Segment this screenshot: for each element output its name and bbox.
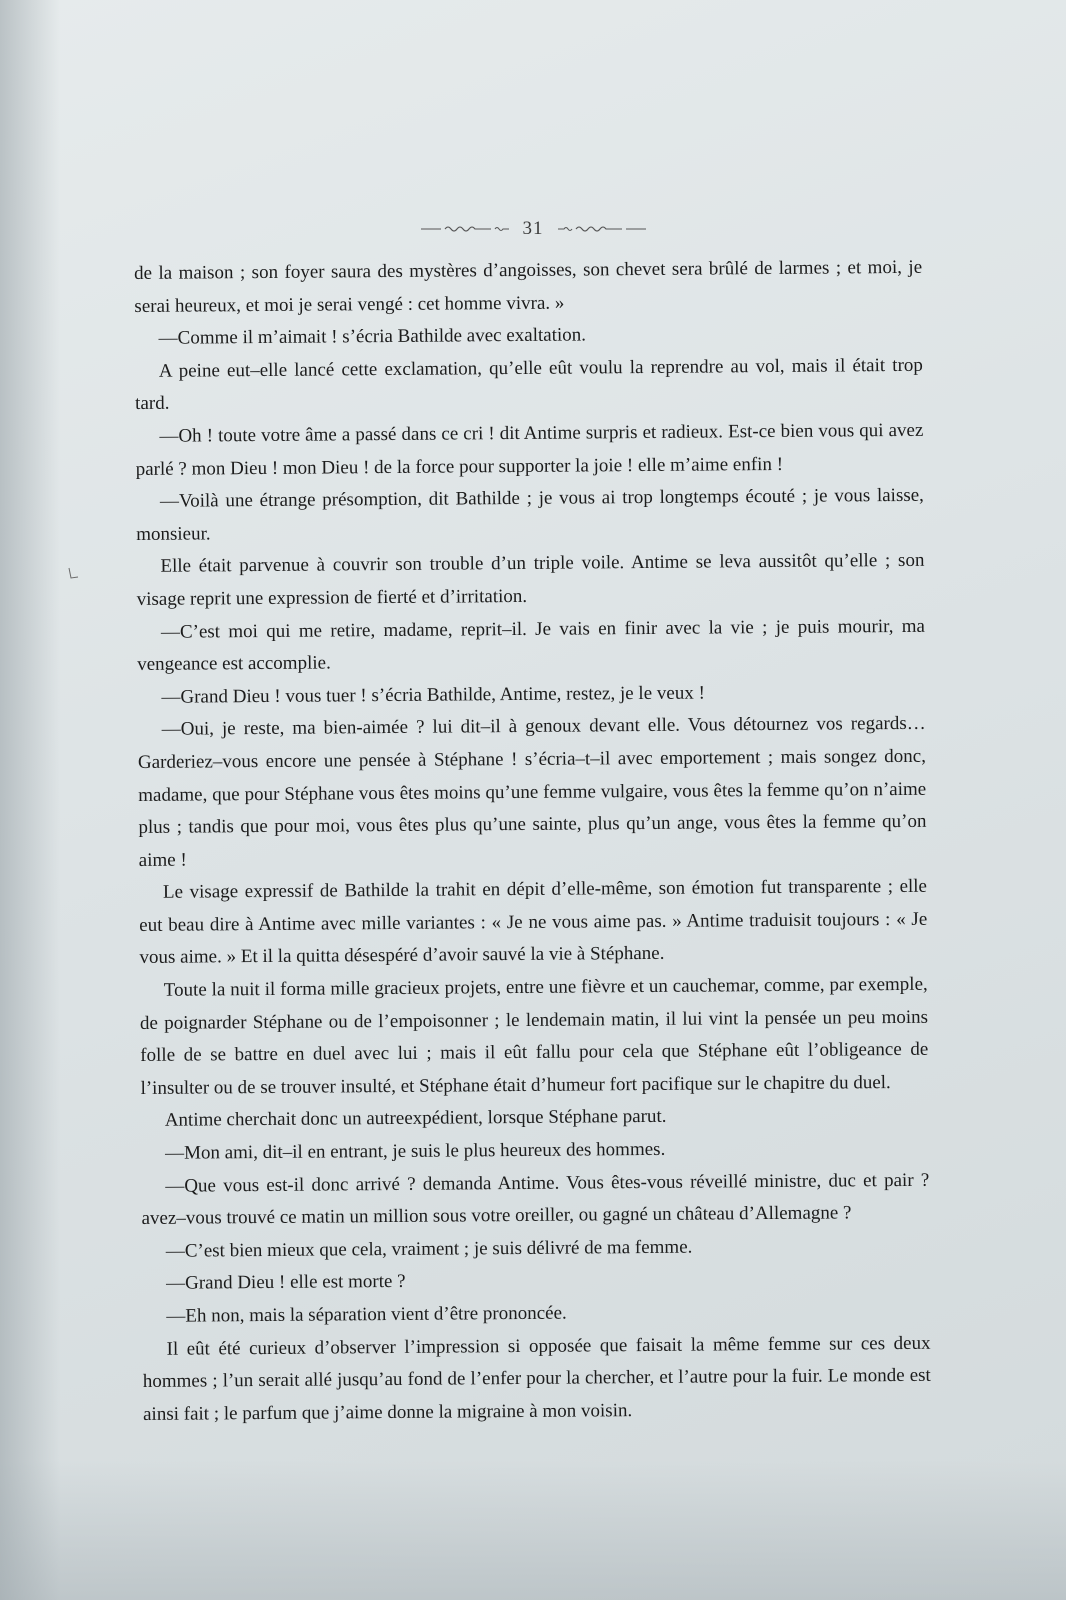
- paragraph: Le visage expressif de Bathilde la trahit en dépit d’elle-même, son émotion fut transparente ; elle eut beau dire à Antime avec mille variantes : « Je ne vous aime pas. » Antime traduisit toujours : « Je vous aime. » Et il la quitta désespéré d’avoir sauvé la vie à Stéphane.: [139, 876, 928, 969]
- paragraph: —C’est moi qui me retire, madame, reprit–il. Je vais en finir avec la vie ; je puis mourir, ma vengeance est accomplie.: [137, 615, 925, 676]
- page-number: 31: [522, 218, 544, 239]
- paragraph: —Grand Dieu ! elle est morte ?: [165, 1271, 406, 1295]
- paragraph: Elle était parvenue à couvrir son trouble d’un triple voile. Antime se leva aussitôt qu’elle ; son visage reprit une expression de fierté et d’irritation.: [136, 550, 925, 610]
- paragraph: Toute la nuit il forma mille gracieux projets, entre une fièvre et un cauchemar, comme, par exemple, de poignarder Stéphane ou de l’empoisonner ; le lendemain matin, il lui vint la pensée un peu moins folle de se battre en duel avec lui ; mais il eût fallu pour cela que Stéphane eût l’obligeance de l’insulter ou de se trouver insulté, et Stéphane était d’humeur fort pacifique sur le chapitre du duel.: [139, 973, 929, 1099]
- paragraph: Antime cherchait donc un autreexpédient, lorsque Stéphane parut.: [164, 1106, 667, 1132]
- paragraph: —Eh non, mais la séparation vient d’être prononcée.: [166, 1302, 567, 1327]
- paragraph: —Voilà une étrange présomption, dit Bathilde ; je vous ai trop longtemps écouté ; je vous laisse, monsieur.: [136, 484, 924, 545]
- page-header: [0, 218, 1066, 240]
- paragraph: —Mon ami, dit–il en entrant, je suis le plus heureux des hommes.: [164, 1138, 666, 1164]
- paragraph: de la maison ; son foyer saura des mystères d’angoisses, son chevet sera brûlé de larmes ; et moi, je serai heureux, et moi je serai vengé : cet homme vivra. »: [134, 256, 923, 317]
- paragraph: —Oui, je reste, ma bien-aimée ? lui dit–il à genoux devant elle. Vous détournez vos regards… Garderiez–vous encore une pensée à Stéphane ! s’écria–t–il avec emportement ; mais songez donc, madame, que pour Stéphane vous êtes moins qu’une femme vulgaire, vous êtes la femme qu’on n’aime plus ; tandis que pour moi, vous êtes plus qu’une sainte, plus qu’un ange, vous êtes la femme qu’on aime !: [137, 713, 927, 871]
- page-shadow-bottom: [0, 1460, 1066, 1600]
- pencil-mark-icon: [66, 566, 80, 582]
- paragraph: —Comme il m’aimait ! s’écria Bathilde avec exaltation.: [158, 324, 587, 349]
- paragraph: —Oh ! toute votre âme a passé dans ce cri ! dit Antime surpris et radieux. Est-ce bien vous qui avez parlé ? mon Dieu ! mon Dieu ! de la force pour supporter la joie ! elle m’aime enfin !: [135, 419, 924, 480]
- body-text: [134, 252, 931, 1432]
- paragraph: A peine eut–elle lancé cette exclamation, qu’elle eût voulu la reprendre au vol, mais il était trop tard.: [135, 354, 923, 415]
- paragraph: Il eût été curieux d’observer l’impression si opposée que faisait la même femme sur ces deux hommes ; l’un serait allé jusqu’au fond de l’enfer pour la chercher, et l’autre pour la fuir. Le monde est ainsi fait ; le parfum que j’aime donne la migraine à mon voisin.: [142, 1332, 931, 1425]
- paragraph: —C’est bien mieux que cela, vraiment ; je suis délivré de ma femme.: [165, 1236, 693, 1262]
- right-ornament-icon: [558, 225, 646, 233]
- left-ornament-icon: [421, 225, 509, 233]
- paragraph: —Que vous est-il donc arrivé ? demanda Antime. Vous êtes-vous réveillé ministre, duc et pair ? avez–vous trouvé ce matin un million sous votre oreiller, ou gagné un château d’Allemagne ?: [141, 1169, 930, 1230]
- paragraph: —Grand Dieu ! vous tuer ! s’écria Bathilde, Antime, restez, je le veux !: [161, 682, 705, 708]
- page-shadow-left: [0, 0, 60, 1600]
